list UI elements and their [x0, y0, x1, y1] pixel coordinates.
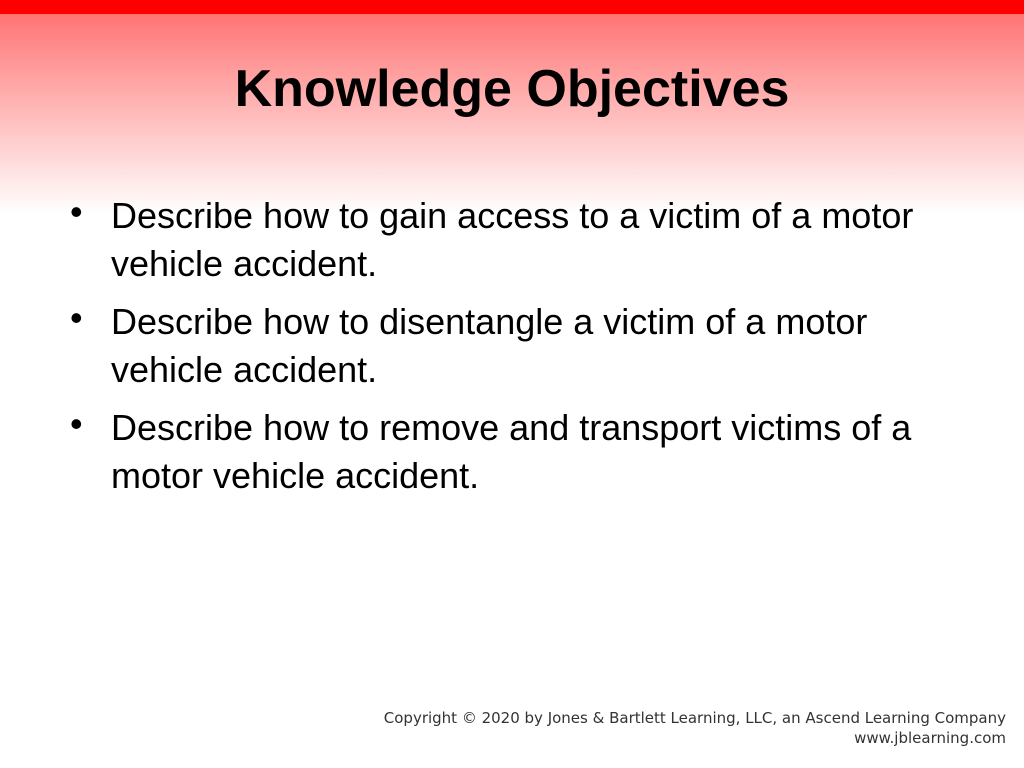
copyright-text: Copyright © 2020 by Jones & Bartlett Learning, LLC, an Ascend Learning Company — [383, 709, 1006, 727]
bullet-item — [0, 298, 1024, 394]
slide-title: Knowledge Objectives — [234, 60, 790, 118]
bullet-marker: • — [70, 297, 83, 338]
bullet-marker: • — [70, 191, 83, 232]
website-text: www.jblearning.com — [854, 729, 1006, 747]
top-accent-bar — [0, 0, 1024, 14]
bullet-item — [0, 192, 1024, 288]
bullet-item — [0, 404, 1024, 500]
bullet-marker: • — [70, 403, 83, 444]
bullet-text: Describe how to disentangle a victim of a motor vehicle accident. — [111, 301, 868, 390]
footer-copyright — [384, 708, 1006, 748]
bullet-text: Describe how to remove and transport victims of a motor vehicle accident. — [111, 407, 912, 496]
bullet-text: Describe how to gain access to a victim of a motor vehicle accident. — [111, 195, 914, 284]
bullet-list — [0, 192, 1024, 510]
